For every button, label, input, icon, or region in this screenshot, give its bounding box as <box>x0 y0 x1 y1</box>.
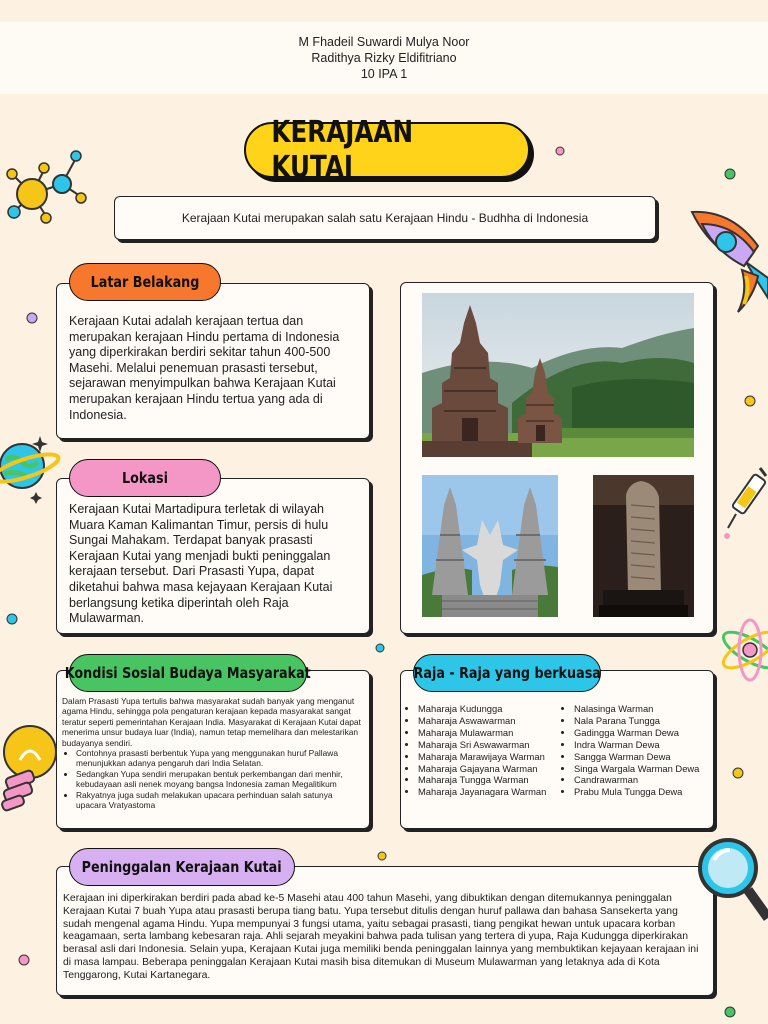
peninggalan-heading: Peninggalan Kerajaan Kutai <box>69 848 295 886</box>
list-item: • Maharaja Gajayana Warman <box>418 763 546 775</box>
light-bulb-icon <box>0 712 60 812</box>
list-item: • Indra Warman Dewa <box>574 739 699 751</box>
list-item: • Sedangkan Yupa sendiri merupakan bentuk perkembangan dari menhir, kebudayaan asli nenek moyang bangsa Indonesia zaman Megalitikum <box>76 769 362 790</box>
latar-belakang-box <box>56 283 370 439</box>
syringe-icon <box>724 466 768 542</box>
list-item: • Maharaja Kudungga <box>418 703 546 715</box>
list-item: • Candrawarman <box>574 774 699 786</box>
list-item: • Contohnya prasasti berbentuk Yupa yang menggunakan huruf Pallawa menunjukkan adanya pengaruh dari India Selatan. <box>76 748 362 769</box>
list-item: • Nala Parana Tungga <box>574 715 699 727</box>
author-2: Radithya Rizky Eldifitriano <box>311 51 457 65</box>
list-item: • Maharaja Tungga Warman <box>418 774 546 786</box>
sosial-budaya-heading: Kondisi Sosial Budaya Masyarakat <box>69 654 307 692</box>
lokasi-heading: Lokasi <box>69 459 221 497</box>
temple-photo <box>422 293 694 457</box>
list-item: • Sangga Warman Dewa <box>574 751 699 763</box>
list-item: • Prabu Mula Tungga Dewa <box>574 786 699 798</box>
page-title <box>244 115 530 185</box>
planet-icon <box>0 432 64 504</box>
raja-box <box>400 670 714 829</box>
list-item: • Maharaja Jayanagara Warman <box>418 786 546 798</box>
atom-icon <box>716 612 768 688</box>
lokasi-text: Kerajaan Kutai Martadipura terletak di wilayah Muara Kaman Kalimantan Timur, persis di hulu Sungai Mahakam. Terdapat banyak prasasti Kerajaan Kutai yang menjadi bukti peninggalan kerajaan tersebut. Dari Prasasti Yupa, dapat diketahui bahwa masa kejayaan Kerajaan Kutai berlangsung ketika diperintah oleh Raja Mulawarman. <box>69 502 333 626</box>
list-item: • Maharaja Sri Aswawarman <box>418 739 546 751</box>
intro-text: Kerajaan Kutai merupakan salah satu Kerajaan Hindu - Budhha di Indonesia <box>181 211 589 225</box>
class-label: 10 IPA 1 <box>360 67 408 81</box>
author-1: M Fhadeil Suwardi Mulya Noor <box>298 35 470 49</box>
raja-heading: Raja - Raja yang berkuasa <box>413 654 601 692</box>
list-item: • Maharaja Aswawarman <box>418 715 546 727</box>
raja-list-left <box>404 703 546 798</box>
lokasi-box <box>56 478 370 634</box>
peninggalan-text: Kerajaan ini diperkirakan berdiri pada abad ke-5 Masehi atau 400 tahun Masehi, yang dibuktikan dengan ditemukannya peninggalan Kerajaan Kutai 7 buah Yupa atau prasasti berupa tiang batu. Yupa tersebut ditulis dengan huruf pallawa dan bahasa Sansekerta yang sudah mengenal agama Hindu. Yupa mempunyai 3 fungsi utama, yaitu sebagai prasasti, tiang pengikat hewan untuk upacara korban keagamaan, serta lambang kebesaran raja. Ahli sejarah meyakini bahwa pada tulisan yang tertera di yupa, Raja Kudungga diperkirakan berasal asli dari Indonesia. Selain yupa, Kerajaan Kutai juga memiliki benda peninggalan lainnya yang membuktikan kejayaan kerajaan ini di masa lampau. Beberapa peninggalan Kerajaan Kutai masih bisa ditemukan di Museum Mulawarman yang letaknya ada di Kota Tenggarong, Kutai Kartanegara. <box>63 893 699 981</box>
rocket-icon <box>688 206 768 318</box>
molecule-icon <box>0 146 92 232</box>
raja-list-right <box>560 703 699 798</box>
list-item: • Gadingga Warman Dewa <box>574 727 699 739</box>
intro-box <box>114 196 656 240</box>
yupa-prasasti-photo <box>593 475 694 617</box>
list-item: • Singa Wargala Warman Dewa <box>574 763 699 775</box>
list-item: • Maharaja Marawijaya Warman <box>418 751 546 763</box>
sosial-budaya-box <box>56 670 370 829</box>
bali-gate-photo <box>422 475 558 617</box>
latar-belakang-text: Kerajaan Kutai adalah kerajaan tertua dan merupakan kerajaan Hindu pertama di Indonesia yang diperkirakan berdiri sekitar tahun 400-500 Masehi. Melalui penemuan prasasti tersebut, sejarawan menyimpulkan bahwa Kerajaan Kutai merupakan kerajaan Hindu tertua yang ada di Indonesia. <box>69 314 340 422</box>
list-item: • Nalasinga Warman <box>574 703 699 715</box>
list-item: • Maharaja Mulawarman <box>418 727 546 739</box>
sosial-budaya-intro: Dalam Prasasti Yupa tertulis bahwa masyarakat sudah banyak yang menganut agama Hindu, sehingga pola pengaturan kerajaan kepada masyarakat sangat teratur seperti pemerintahan Kerajaan India. Masyarakat di Kerajaan Kutai dapat menerima unsur budaya luar (India), namun tetap memelihara dan melestarikan budayanya sendiri. <box>62 696 361 748</box>
authors-block <box>0 34 768 82</box>
latar-belakang-heading: Latar Belakang <box>69 263 221 301</box>
list-item: • Rakyatnya juga sudah melakukan upacara perhinduan salah satunya upacara Vratyastoma <box>76 790 362 811</box>
page-title-text: KERAJAAN KUTAI <box>271 115 414 185</box>
sosial-budaya-list <box>62 748 362 810</box>
magnifier-icon <box>694 834 768 942</box>
